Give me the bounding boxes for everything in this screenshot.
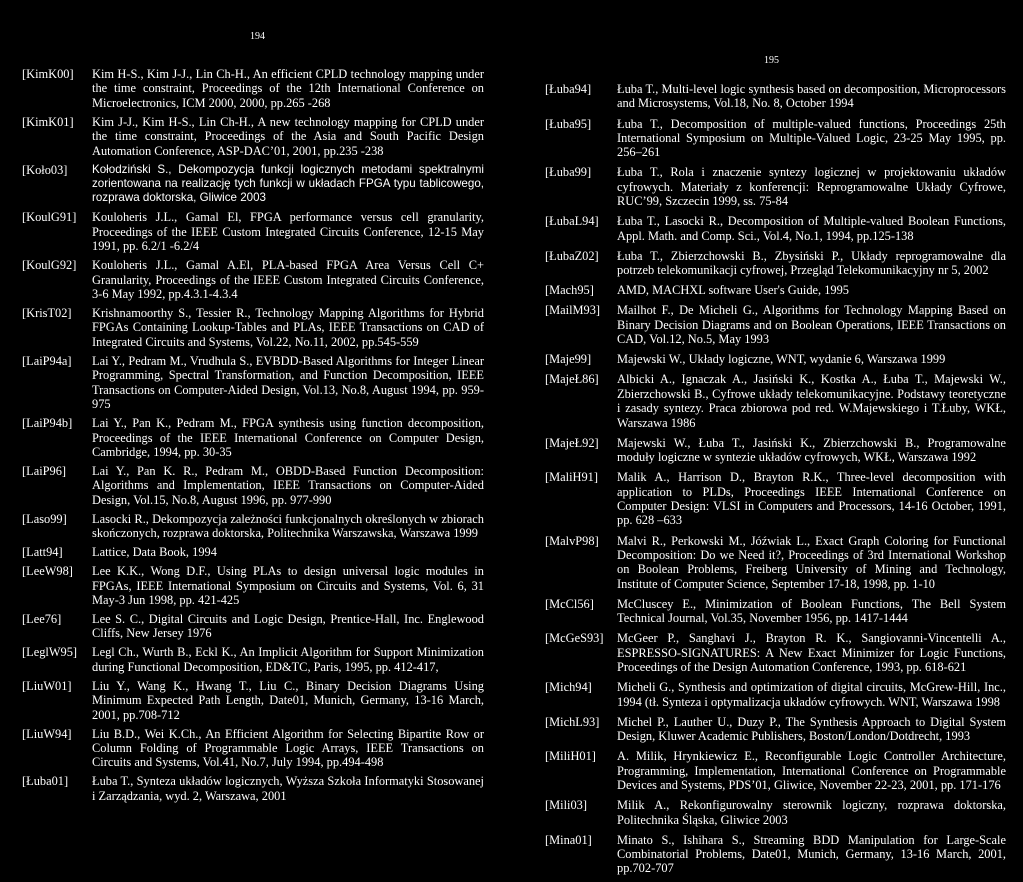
reference-text: Lattice, Data Book, 1994 xyxy=(92,545,217,560)
reference-text: Lai Y., Pan K. R., Pedram M., OBDD-Based Function Decomposition: Algorithms and Implementation, IEEE Transactions on Computer-Aided Design, Vol.15, No.8, August 1996, pp. 977-990 xyxy=(92,463,484,507)
reference-key: [Mach95] xyxy=(545,283,594,298)
reference-text: Łuba T., Zbierzchowski B., Zbysiński P., Układy reprogramowalne dla potrzeb telekomunikacji cyfrowej, Przegląd Telekomunikacyjny nr 5, 2002 xyxy=(617,248,1006,278)
reference-entry xyxy=(22,727,484,770)
reference-key: [MalvP98] xyxy=(545,533,599,548)
reference-text: Łuba T., Multi-level logic synthesis based on decomposition, Microprocessors and Microsystems, Vol.18, No. 8, October 1994 xyxy=(617,82,1006,111)
reference-entry xyxy=(545,470,1006,528)
reference-entry xyxy=(545,165,1006,208)
reference-entry xyxy=(545,283,1006,297)
reference-entry xyxy=(22,163,484,206)
reference-key: [MichL93] xyxy=(545,714,600,729)
reference-key: [Łuba94] xyxy=(545,82,592,96)
reference-key: [Latt94] xyxy=(22,545,63,560)
reference-text: Kim H-S., Kim J-J., Lin Ch-H., An efficient CPLD technology mapping under the time constraint, Proceedings of the 12th International Conference on Microelectronics, ICM 2000, 2000, pp.265 -268 xyxy=(92,67,484,110)
reference-key: [ŁubaL94] xyxy=(545,214,599,229)
reference-text: Milik A., Rekonfigurowalny sterownik logiczny, rozprawa doktorska, Politechnika Śląska, Gliwice 2003 xyxy=(617,798,1006,827)
reference-text: Malik A., Harrison D., Brayton R.K., Three-level decomposition with application to PLDs, Proceedings IEEE International Conference on Computer Design: VLSI in Computers and Processors, 14-16 October, 1991, pp. 628 –633 xyxy=(617,470,1006,528)
reference-key: [McGeS93] xyxy=(545,631,604,646)
reference-key: [KrisT02] xyxy=(22,306,72,321)
reference-text: McCluscey E., Minimization of Boolean Functions, The Bell System Technical Journal, Vol.35, November 1956, pp. 1417-1444 xyxy=(617,596,1006,626)
reference-text: Lasocki R., Dekompozycja zależności funkcjonalnych określonych w zbiorach skończonych, rozprawa doktorska, Politechnika Warszawska, Warszawa 1999 xyxy=(92,511,484,541)
reference-entry xyxy=(545,82,1006,111)
reference-key: [Łuba99] xyxy=(545,165,592,180)
reference-text: Michel P., Lauther U., Duzy P., The Synthesis Approach to Digital System Design, Kluwer Academic Publishers, Boston/London/Dotdrecht, 1993 xyxy=(617,714,1006,744)
reference-entry xyxy=(22,115,484,158)
reference-key: [Mili03] xyxy=(545,798,587,813)
reference-entry xyxy=(22,612,484,641)
reference-entry xyxy=(545,214,1006,243)
reference-key: [McCl56] xyxy=(545,596,594,611)
reference-text: Albicki A., Ignaczak A., Jasiński K., Kostka A., Łuba T., Majewski W., Zbierzchowski B., Cyfrowe układy telekomunikacyjne. Podstawy teoretyczne i zasady syntezy. Praca zbiorowa pod red. W.Majewskiego i T.Łuby, WKŁ, Warszawa 1986 xyxy=(617,372,1006,430)
reference-text: Łuba T., Rola i znaczenie syntezy logicznej w projektowaniu układów cyfrowych. Materiały z konferencji: Reprogramowalne Układy Cyfrowe, RUC’99, Szczecin 1999, ss. 75-84 xyxy=(617,165,1006,209)
reference-entry xyxy=(22,545,484,559)
reference-text: McGeer P., Sanghavi J., Brayton R. K., Sangiovanni-Vincentelli A., ESPRESSO-SIGNATURES: A New Exact Minimizer for Logic Functions, Proceedings of the Design Automation Conference, 1993, pp. 618-621 xyxy=(617,631,1006,675)
reference-text: Kouloheris J.L., Gamal A.El, PLA-based FPGA Area Versus Cell C+ Granularity, Proceedings of the IEEE Custom Integrated Circuits Conference, 3-6 May 1992, pp.4.3.1-4.3.4 xyxy=(92,258,484,302)
reference-entry xyxy=(545,631,1006,674)
reference-entry xyxy=(22,354,484,412)
reference-text: Malvi R., Perkowski M., Jóźwiak L., Exact Graph Coloring for Functional Decomposition: Do we Need it?, Proceedings of 3rd International Workshop on Boolean Problems, Freiberg University of Mining and Technology, Institute of Computer Science, September 17-18, 1998, pp. 1-10 xyxy=(617,533,1006,591)
reference-list xyxy=(545,82,1006,882)
right-page xyxy=(512,0,1023,876)
reference-key: [KimK01] xyxy=(22,114,74,129)
reference-key: [Mina01] xyxy=(545,832,592,847)
reference-entry xyxy=(545,534,1006,592)
reference-entry xyxy=(22,464,484,507)
reference-text: Legl Ch., Wurth B., Eckl K., An Implicit Algorithm for Support Minimization during Functional Decomposition, ED&TC, Paris, 1995, pp. 412-417, xyxy=(92,645,484,674)
reference-entry xyxy=(22,564,484,607)
reference-key: [LaiP94b] xyxy=(22,416,73,431)
reference-key: [MaliH91] xyxy=(545,470,598,485)
reference-entry xyxy=(22,679,484,722)
page-number: 195 xyxy=(764,55,779,66)
reference-text: Łuba T., Synteza układów logicznych, Wyższa Szkoła Informatyki Stosowanej i Zarządzania, wyd. 2, Warszawa, 2001 xyxy=(92,774,484,803)
reference-key: [KoulG92] xyxy=(22,258,77,273)
reference-key: [Laso99] xyxy=(22,511,67,526)
reference-key: [LiuW94] xyxy=(22,726,72,741)
reference-text: Kołodziński S., Dekompozycja funkcji logicznych metodami spektralnymi zorientowana na realizację tych funkcji w układach FPGA typu tablicowego, rozprawa doktorska, Gliwice 2003 xyxy=(92,162,484,205)
reference-key: [Łuba01] xyxy=(22,774,69,789)
reference-entry xyxy=(22,774,484,803)
reference-text: Krishnamoorthy S., Tessier R., Technology Mapping Algorithms for Hybrid FPGAs Containing Lookup-Tables and PLAs, IEEE Transactions on CAD of Integrated Circuits and Systems, Vol.22, No.11, 2002, pp.545-559 xyxy=(92,306,484,349)
reference-text: Mailhot F., De Micheli G., Algorithms for Technology Mapping Based on Binary Decision Diagrams and on Boolean Operations, IEEE Transactions on CAD, Vol.12, No.5, May 1993 xyxy=(617,303,1006,347)
reference-entry xyxy=(545,833,1006,876)
reference-text: Minato S., Ishihara S., Streaming BDD Manipulation for Large-Scale Combinatorial Problems, Date01, Munich, Germany, 13-16 March, 2001, pp.702-707 xyxy=(617,832,1006,876)
reference-text: A. Milik, Hrynkiewicz E., Reconfigurable Logic Controller Architecture, Programming, Implementation, International Conference on Programmable Devices and Systems, PDS’01, Gliwice, November 22-23, 2001, pp. 171-176 xyxy=(617,749,1006,793)
reference-key: [MajeŁ86] xyxy=(545,372,599,387)
reference-entry xyxy=(22,512,484,541)
reference-entry xyxy=(22,258,484,301)
reference-entry xyxy=(545,249,1006,278)
reference-key: [MailM93] xyxy=(545,303,601,318)
reference-entry xyxy=(545,303,1006,346)
reference-key: [LaiP94a] xyxy=(22,353,72,368)
reference-text: Majewski W., Układy logiczne, WNT, wydanie 6, Warszawa 1999 xyxy=(617,352,946,367)
reference-entry xyxy=(22,67,484,110)
reference-entry xyxy=(545,117,1006,160)
reference-text: Lai Y., Pan K., Pedram M., FPGA synthesis using function decomposition, Proceedings of the IEEE International Conference on Computer Design, Cambridge, 1994, pp. 30-35 xyxy=(92,416,484,459)
reference-text: Lee S. C., Digital Circuits and Logic Design, Prentice-Hall, Inc. Englewood Cliffs, New Jersey 1976 xyxy=(92,611,484,641)
reference-key: [LaiP96] xyxy=(22,463,67,478)
reference-key: [Koło03] xyxy=(22,162,68,177)
reference-entry xyxy=(22,645,484,674)
left-page xyxy=(0,0,510,803)
reference-key: [KimK00] xyxy=(22,67,74,81)
reference-text: Liu Y., Wang K., Hwang T., Liu C., Binary Decision Diagrams Using Minimum Expected Path Length, Date01, Munich, Germany, 13-16 March, 2001, pp.708-712 xyxy=(92,678,484,722)
reference-entry xyxy=(545,798,1006,827)
reference-key: [Łuba95] xyxy=(545,116,592,131)
reference-key: [LeglW95] xyxy=(22,645,78,660)
reference-entry xyxy=(22,416,484,459)
reference-key: [Lee76] xyxy=(22,611,62,626)
reference-list xyxy=(22,67,484,808)
reference-text: Kim J-J., Kim H-S., Lin Ch-H., A new technology mapping for CPLD under the time constraint, Proceedings of the Asia and South Pacific Design Automation Conference, ASP-DAC’01, 2001, pp.235 -238 xyxy=(92,114,484,158)
reference-key: [MiliH01] xyxy=(545,749,596,764)
reference-text: Lai Y., Pedram M., Vrudhula S., EVBDD-Based Algorithms for Integer Linear Programming, Spectral Transformation, and Function Decomposition, IEEE Transactions on Computer-Aided Design, Vol.13, No.8, August 1994, pp. 959-975 xyxy=(92,353,484,412)
reference-text: Łuba T., Decomposition of multiple-valued functions, Proceedings 25th International Symposium on Multiple-Valued Logic, 23-25 May 1995, pp. 256–261 xyxy=(617,116,1006,160)
reference-entry xyxy=(545,597,1006,626)
reference-text: AMD, MACHXL software User's Guide, 1995 xyxy=(617,283,850,298)
reference-entry xyxy=(545,436,1006,465)
reference-key: [KoulG91] xyxy=(22,210,77,225)
reference-text: Lee K.K., Wong D.F., Using PLAs to design universal logic modules in FPGAs, IEEE International Symposium on Circuits and Systems, Vol. 6, 31 May-3 Jun 1998, pp. 421-425 xyxy=(92,564,484,607)
reference-text: Micheli G., Synthesis and optimization of digital circuits, McGrew-Hill, Inc., 1994 (tł. Synteza i optymalizacja układów cyfrowych. WNT, Warszawa 1998 xyxy=(617,680,1006,709)
reference-entry xyxy=(545,680,1006,709)
reference-entry xyxy=(545,372,1006,430)
reference-key: [LiuW01] xyxy=(22,678,72,693)
reference-key: [ŁubaZ02] xyxy=(545,248,599,263)
reference-text: Majewski W., Łuba T., Jasiński K., Zbierzchowski B., Programowalne moduły logiczne w syntezie układów cyfrowych, WKŁ, Warszawa 1992 xyxy=(617,435,1006,465)
reference-key: [LeeW98] xyxy=(22,564,73,579)
reference-text: Kouloheris J.L., Gamal El, FPGA performance versus cell granularity, Proceedings of the IEEE Custom Integrated Circuits Conference, 12-15 May 1991, pp. 6.2/1 -6.2/4 xyxy=(92,210,484,254)
reference-text: Łuba T., Lasocki R., Decomposition of Multiple-valued Boolean Functions, Appl. Math. and Comp. Sci., Vol.4, No.1, 1994, pp.125-138 xyxy=(617,214,1006,243)
reference-key: [Maje99] xyxy=(545,352,592,367)
reference-entry xyxy=(545,749,1006,792)
reference-entry xyxy=(545,352,1006,366)
reference-text: Liu B.D., Wei K.Ch., An Efficient Algorithm for Selecting Bipartite Row or Column Folding of Programmable Logic Arrays, IEEE Transactions on Circuits and Systems, Vol.41, No.7, July 1994, pp.494-498 xyxy=(92,726,484,770)
reference-entry xyxy=(545,715,1006,744)
reference-entry xyxy=(22,306,484,349)
reference-key: [Mich94] xyxy=(545,680,592,695)
reference-key: [MajeŁ92] xyxy=(545,435,599,450)
reference-entry xyxy=(22,210,484,253)
page-number: 194 xyxy=(250,31,265,42)
